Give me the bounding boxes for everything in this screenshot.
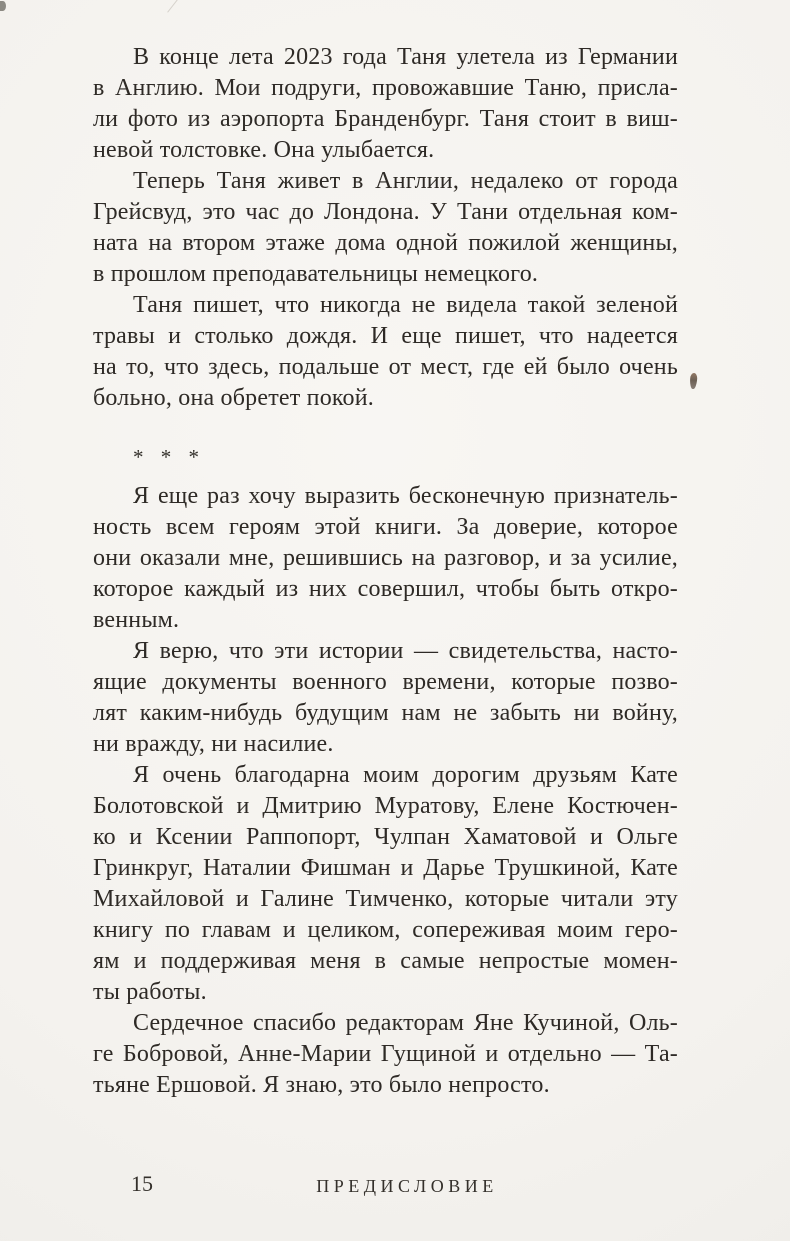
- scan-artifact: [0, 1, 6, 11]
- paragraph: [93, 1008, 678, 1101]
- text-line: Грейсвуд, это час до Лондона. У Тани отдельная ком-: [93, 199, 678, 225]
- text-line: ящие документы военного времени, которые позво-: [93, 669, 678, 695]
- text-line: венным.: [93, 607, 180, 633]
- text-line: ни вражду, ни насилие.: [93, 731, 334, 757]
- text-line: на то, что здесь, подальше от мест, где ей было очень: [93, 354, 678, 380]
- paragraph: [93, 636, 678, 760]
- paragraph: [93, 760, 678, 1008]
- ink-speck: [689, 373, 697, 389]
- text-line: Таня пишет, что никогда не видела такой зеленой: [133, 292, 678, 318]
- text-line: травы и столько дождя. И еще пишет, что надеется: [93, 323, 678, 349]
- text-line: ям и поддерживая меня в самые непростые момен-: [93, 948, 678, 974]
- text-line: Михайловой и Галине Тимченко, которые читали эту: [93, 886, 678, 912]
- text-line: в прошлом преподавательницы немецкого.: [93, 261, 539, 287]
- scan-scratch: [167, 0, 178, 13]
- text-line: Болотовской и Дмитрию Муратову, Елене Костючен-: [93, 793, 678, 819]
- text-line: которое каждый из них совершил, чтобы быть откро-: [93, 576, 678, 602]
- paragraph: [93, 481, 678, 636]
- text-line: Я очень благодарна моим дорогим друзьям Кате: [133, 762, 678, 788]
- text-line: ге Бобровой, Анне-Марии Гущиной и отдельно — Та-: [93, 1041, 678, 1067]
- text-line: ли фото из аэропорта Бранденбург. Таня стоит в виш-: [93, 106, 678, 132]
- text-line: они оказали мне, решившись на разговор, и за усилие,: [93, 545, 678, 571]
- text-line: Гринкруг, Наталии Фишман и Дарье Трушкиной, Кате: [93, 855, 678, 881]
- paragraph: [93, 290, 678, 414]
- text-line: невой толстовке. Она улыбается.: [93, 137, 435, 163]
- text-line: Теперь Таня живет в Англии, недалеко от города: [133, 168, 678, 194]
- text-line: ность всем героям этой книги. За доверие, которое: [93, 514, 678, 540]
- text-block: [93, 42, 678, 1101]
- text-line: ты работы.: [93, 979, 207, 1005]
- page-number: 15: [131, 1171, 153, 1196]
- text-line: Я верю, что эти истории — свидетельства, насто-: [133, 638, 678, 664]
- text-line: больно, она обретет покой.: [93, 385, 374, 411]
- text-line: Я еще раз хочу выразить бесконечную признатель-: [133, 483, 678, 509]
- section-separator: * * *: [133, 445, 205, 469]
- paragraph: [93, 42, 678, 166]
- text-line: в Англию. Мои подруги, провожавшие Таню, присла-: [93, 75, 678, 101]
- text-line: книгу по главам и целиком, сопереживая моим геро-: [93, 917, 678, 943]
- text-line: ко и Ксении Раппопорт, Чулпан Хаматовой и Ольге: [93, 824, 678, 850]
- text-line: В конце лета 2023 года Таня улетела из Германии: [133, 44, 678, 70]
- paragraph: [93, 166, 678, 290]
- text-line: ната на втором этаже дома одной пожилой женщины,: [93, 230, 678, 256]
- text-line: тьяне Ершовой. Я знаю, это было непросто.: [93, 1072, 550, 1098]
- running-title: ПРЕДИСЛОВИЕ: [316, 1176, 498, 1196]
- text-line: Сердечное спасибо редакторам Яне Кучиной, Оль-: [133, 1010, 678, 1036]
- text-line: лят каким-нибудь будущим нам не забыть ни войну,: [93, 700, 678, 726]
